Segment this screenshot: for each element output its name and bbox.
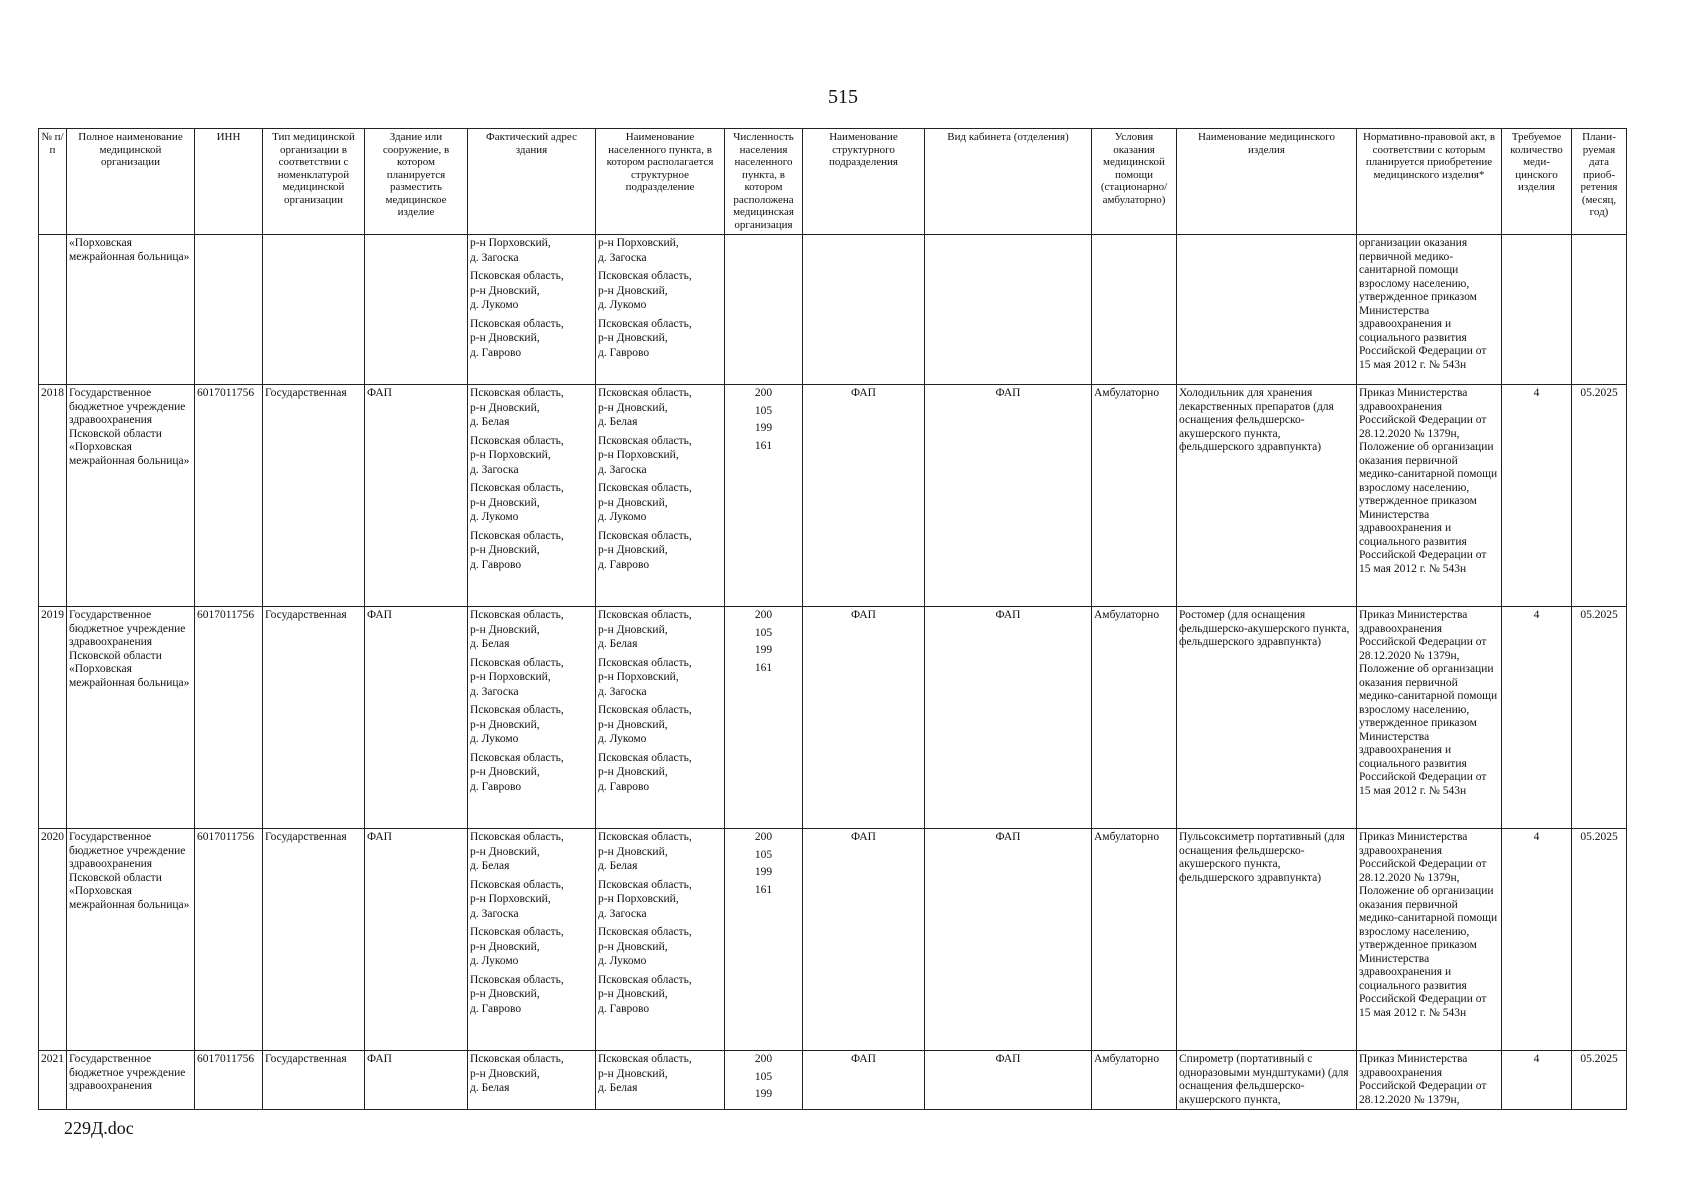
address-line: Псковская область, — [470, 926, 564, 938]
address-line: р-н Порховский, — [470, 237, 551, 249]
header-building: Здание или сооружение, в котором планируется разместить медицинское изделие — [365, 129, 468, 235]
address-block — [598, 974, 722, 1017]
inn: 6017011756 — [195, 1051, 263, 1110]
address-block — [598, 926, 722, 969]
address-line: р-н Дновский, — [470, 988, 540, 1000]
settlements — [596, 1051, 725, 1110]
address-line: р-н Дновский, — [598, 332, 668, 344]
population — [725, 829, 803, 1051]
address-line: Псковская область, — [470, 878, 564, 891]
address-line: Псковская область, — [598, 831, 692, 843]
address-line: р-н Порховский, — [470, 449, 551, 461]
address-line: д. Белая — [598, 860, 638, 872]
address-line: Псковская область, — [598, 751, 692, 764]
building: ФАП — [365, 1051, 468, 1110]
address-line: Псковская область, — [598, 387, 692, 399]
address-block — [598, 530, 722, 573]
address-line: д. Белая — [598, 638, 638, 650]
quantity: 4 — [1502, 385, 1572, 607]
org-type: Государственная — [263, 385, 365, 607]
header-num: № п/п — [39, 129, 67, 235]
population-value: 199 — [754, 866, 773, 878]
address-line: Псковская область, — [470, 831, 564, 843]
address-line: д. Лукомо — [470, 733, 519, 745]
address-block — [470, 752, 593, 795]
address-line: д. Гаврово — [598, 1002, 650, 1015]
address-line: Псковская область, — [470, 482, 564, 494]
address-line: Псковская область, — [598, 609, 692, 621]
header-settlement: Наименование населенного пункта, в котором располагается структурное подразделение — [596, 129, 725, 235]
header-population: Численность населения населенного пункта, в котором расположена медицинская организация — [725, 129, 803, 235]
cont-org: «Порховская межрайонная больница» — [67, 235, 195, 385]
address-line: д. Загоска — [470, 251, 519, 264]
address-line: р-н Дновский, — [470, 766, 540, 778]
purchase-date: 05.2025 — [1572, 607, 1627, 829]
address-line: д. Гаврово — [598, 346, 650, 359]
address-block — [598, 318, 722, 361]
address-line: р-н Дновский, — [470, 718, 540, 731]
address-line: д. Загоска — [470, 685, 519, 698]
address-line: Псковская область, — [598, 878, 692, 891]
address-line: Псковская область, — [598, 926, 692, 938]
address-line: Псковская область, — [470, 270, 564, 282]
address-line: д. Белая — [470, 416, 510, 428]
equipment-table — [38, 128, 1627, 1110]
inn: 6017011756 — [195, 829, 263, 1051]
device-name: Пульсоксиметр портативный (для оснащения фельдшерско-акушерского пункта, фельдшерского здравпункта) — [1177, 829, 1357, 1051]
cont-addresses — [468, 235, 596, 385]
address-line: Псковская область, — [470, 656, 564, 669]
org-type: Государственная — [263, 829, 365, 1051]
care-conditions: Амбулаторно — [1092, 607, 1177, 829]
address-line: д. Лукомо — [598, 955, 647, 967]
cont-act: организации оказания первичной медико-санитарной помощи взрослому населению, утвержденное приказом Министерства здравоохранения и социального развития Российской Федерации от 15 мая 2012 г. № 543н — [1357, 235, 1502, 385]
address-line: р-н Дновский, — [470, 623, 540, 636]
address-block — [470, 1053, 593, 1096]
address-line: р-н Порховский, — [470, 893, 551, 905]
address-line: Псковская область, — [598, 317, 692, 330]
address-line: д. Лукомо — [470, 299, 519, 311]
address-line: д. Гаврово — [470, 780, 522, 793]
quantity: 4 — [1502, 829, 1572, 1051]
address-block — [470, 926, 593, 969]
structural-unit: ФАП — [803, 385, 925, 607]
table-row — [39, 1051, 1627, 1110]
purchase-date: 05.2025 — [1572, 1051, 1627, 1110]
address-line: Псковская область, — [470, 529, 564, 542]
address-line: Псковская область, — [598, 529, 692, 542]
address-line: д. Загоска — [598, 463, 647, 476]
address-line: д. Гаврово — [470, 346, 522, 359]
address-block — [470, 237, 593, 265]
address-line: р-н Дновский, — [470, 544, 540, 556]
address-block — [470, 609, 593, 652]
population-value: 200 — [754, 387, 773, 399]
address-line: р-н Дновский, — [470, 401, 540, 414]
table-row — [39, 385, 1627, 607]
population-value: 161 — [754, 439, 773, 452]
row-number: 2021 — [39, 1051, 67, 1110]
address-line: Псковская область, — [598, 270, 692, 282]
address-block — [598, 237, 722, 265]
purchase-date: 05.2025 — [1572, 385, 1627, 607]
address-line: д. Белая — [598, 416, 638, 428]
cabinet-type: ФАП — [925, 829, 1092, 1051]
population-value: 161 — [754, 883, 773, 896]
address-line: р-н Дновский, — [470, 845, 540, 858]
header-unit: Наименование структурного подразделения — [803, 129, 925, 235]
address-block — [598, 270, 722, 313]
settlements — [596, 607, 725, 829]
population-value: 105 — [754, 404, 773, 417]
address-block — [598, 704, 722, 747]
address-line: р-н Дновский, — [470, 332, 540, 344]
continuation-row — [39, 235, 1627, 385]
header-org: Полное наименование медицинской организации — [67, 129, 195, 235]
care-conditions: Амбулаторно — [1092, 829, 1177, 1051]
address-line: Псковская область, — [470, 751, 564, 764]
address-line: р-н Дновский, — [470, 940, 540, 953]
quantity: 4 — [1502, 1051, 1572, 1110]
settlements — [596, 385, 725, 607]
address-line: д. Гаврово — [598, 780, 650, 793]
quantity: 4 — [1502, 607, 1572, 829]
address-line: д. Загоска — [598, 685, 647, 698]
address-line: р-н Порховский, — [598, 237, 679, 249]
purchase-date: 05.2025 — [1572, 829, 1627, 1051]
address-line: д. Лукомо — [470, 511, 519, 523]
structural-unit: ФАП — [803, 829, 925, 1051]
address-line: р-н Дновский, — [470, 284, 540, 297]
population-value: 105 — [754, 626, 773, 639]
address-block — [470, 974, 593, 1017]
building: ФАП — [365, 385, 468, 607]
address-line: д. Гаврово — [598, 558, 650, 571]
addresses — [468, 607, 596, 829]
population-value: 161 — [754, 661, 773, 674]
legal-act: Приказ Министерства здравоохранения Российской Федерации от 28.12.2020 № 1379н, Положение об организации оказания первичной медико-санитарной помощи взрослому населению, утвержденное приказом Министерства здравоохранения и социального развития Российской Федерации от 15 мая 2012 г. № 543н — [1357, 385, 1502, 607]
address-line: д. Белая — [470, 1082, 510, 1094]
address-line: Псковская область, — [470, 317, 564, 330]
address-line: р-н Дновский, — [598, 988, 668, 1000]
address-block — [470, 704, 593, 747]
address-line: д. Загоска — [598, 907, 647, 920]
address-line: д. Лукомо — [470, 955, 519, 967]
address-line: Псковская область, — [598, 973, 692, 986]
address-line: д. Белая — [598, 1082, 638, 1094]
structural-unit: ФАП — [803, 1051, 925, 1110]
population-value: 200 — [754, 609, 773, 621]
address-line: д. Гаврово — [470, 1002, 522, 1015]
page-number: 515 — [828, 86, 858, 108]
settlements — [596, 829, 725, 1051]
addresses — [468, 1051, 596, 1110]
address-block — [470, 270, 593, 313]
address-line: р-н Дновский, — [598, 940, 668, 953]
address-line: р-н Порховский, — [598, 671, 679, 683]
header-cabinet: Вид кабинета (отделения) — [925, 129, 1092, 235]
address-line: д. Белая — [470, 638, 510, 650]
table-row — [39, 829, 1627, 1051]
population — [725, 385, 803, 607]
building: ФАП — [365, 607, 468, 829]
row-number: 2019 — [39, 607, 67, 829]
population-value: 105 — [754, 1070, 773, 1083]
address-line: Псковская область, — [598, 434, 692, 447]
address-line: р-н Дновский, — [470, 496, 540, 509]
address-block — [598, 657, 722, 700]
address-block — [470, 831, 593, 874]
org-name: Государственное бюджетное учреждение здравоохранения — [67, 1051, 195, 1110]
cont-settlements — [596, 235, 725, 385]
address-line: Псковская область, — [470, 609, 564, 621]
address-block — [470, 879, 593, 922]
header-qty: Требуемое количество меди- цинского изделия — [1502, 129, 1572, 235]
population-value: 200 — [754, 831, 773, 843]
table-row — [39, 607, 1627, 829]
address-line: д. Загоска — [470, 463, 519, 476]
address-line: Псковская область, — [598, 1053, 692, 1065]
address-line: д. Белая — [470, 860, 510, 872]
footer-filename: 229Д.doc — [64, 1118, 134, 1138]
device-name: Холодильник для хранения лекарственных препаратов (для оснащения фельдшерско-акушерского пункта, фельдшерского здравпункта) — [1177, 385, 1357, 607]
address-line: д. Лукомо — [598, 511, 647, 523]
address-line: р-н Дновский, — [598, 496, 668, 509]
address-line: д. Лукомо — [598, 299, 647, 311]
org-type: Государственная — [263, 607, 365, 829]
address-line: Псковская область, — [470, 434, 564, 447]
address-block — [470, 657, 593, 700]
address-block — [470, 482, 593, 525]
device-name: Ростомер (для оснащения фельдшерско-акушерского пункта, фельдшерского здравпункта) — [1177, 607, 1357, 829]
cabinet-type: ФАП — [925, 1051, 1092, 1110]
address-line: р-н Дновский, — [598, 284, 668, 297]
address-line: р-н Дновский, — [598, 766, 668, 778]
addresses — [468, 385, 596, 607]
address-block — [470, 387, 593, 430]
address-line: р-н Дновский, — [598, 1067, 668, 1080]
address-line: д. Гаврово — [470, 558, 522, 571]
header-type: Тип медицинской организации в соответствии с номенклатурой медицинской организации — [263, 129, 365, 235]
row-number: 2018 — [39, 385, 67, 607]
address-line: Псковская область, — [598, 482, 692, 494]
header-date: Плани- руемая дата приоб- ретения (месяц, год) — [1572, 129, 1627, 235]
header-row — [39, 129, 1627, 235]
address-line: д. Загоска — [598, 251, 647, 264]
address-block — [598, 482, 722, 525]
header-address: Фактический адрес здания — [468, 129, 596, 235]
address-block — [598, 435, 722, 478]
addresses — [468, 829, 596, 1051]
address-line: р-н Порховский, — [470, 671, 551, 683]
address-block — [598, 752, 722, 795]
inn: 6017011756 — [195, 385, 263, 607]
address-block — [598, 831, 722, 874]
device-name: Спирометр (портативный с одноразовыми мундштуками) (для оснащения фельдшерско-акушерского пункта, — [1177, 1051, 1357, 1110]
org-name: Государственное бюджетное учреждение здравоохранения Псковской области «Порховская межрайонная больница» — [67, 385, 195, 607]
cabinet-type: ФАП — [925, 607, 1092, 829]
header-inn: ИНН — [195, 129, 263, 235]
address-line: р-н Дновский, — [598, 845, 668, 858]
address-line: р-н Дновский, — [598, 718, 668, 731]
structural-unit: ФАП — [803, 607, 925, 829]
address-line: Псковская область, — [598, 704, 692, 716]
care-conditions: Амбулаторно — [1092, 385, 1177, 607]
inn: 6017011756 — [195, 607, 263, 829]
address-block — [470, 530, 593, 573]
address-block — [598, 387, 722, 430]
population-value: 200 — [754, 1053, 773, 1065]
address-line: р-н Порховский, — [598, 893, 679, 905]
address-line: Псковская область, — [470, 1053, 564, 1065]
legal-act: Приказ Министерства здравоохранения Российской Федерации от 28.12.2020 № 1379н, Положение об организации оказания первичной медико-санитарной помощи взрослому населению, утвержденное приказом Министерства здравоохранения и социального развития Российской Федерации от 15 мая 2012 г. № 543н — [1357, 829, 1502, 1051]
address-line: р-н Дновский, — [598, 401, 668, 414]
address-block — [598, 609, 722, 652]
population-value: 105 — [754, 848, 773, 861]
address-block — [598, 879, 722, 922]
population-value: 199 — [754, 1088, 773, 1100]
org-name: Государственное бюджетное учреждение здравоохранения Псковской области «Порховская межрайонная больница» — [67, 829, 195, 1051]
legal-act: Приказ Министерства здравоохранения Российской Федерации от 28.12.2020 № 1379н, — [1357, 1051, 1502, 1110]
population — [725, 607, 803, 829]
address-block — [470, 435, 593, 478]
population-value: 199 — [754, 644, 773, 656]
address-line: р-н Дновский, — [598, 623, 668, 636]
row-number: 2020 — [39, 829, 67, 1051]
address-line: д. Загоска — [470, 907, 519, 920]
header-device: Наименование медицинского изделия — [1177, 129, 1357, 235]
population-value: 199 — [754, 422, 773, 434]
address-line: Псковская область, — [470, 704, 564, 716]
org-type: Государственная — [263, 1051, 365, 1110]
header-act: Нормативно-правовой акт, в соответствии с которым планируется приобретение медицинского изделия* — [1357, 129, 1502, 235]
address-block — [470, 318, 593, 361]
address-line: р-н Порховский, — [598, 449, 679, 461]
building: ФАП — [365, 829, 468, 1051]
cabinet-type: ФАП — [925, 385, 1092, 607]
address-line: д. Лукомо — [598, 733, 647, 745]
address-line: р-н Дновский, — [598, 544, 668, 556]
care-conditions: Амбулаторно — [1092, 1051, 1177, 1110]
legal-act: Приказ Министерства здравоохранения Российской Федерации от 28.12.2020 № 1379н, Положение об организации оказания первичной медико-санитарной помощи взрослому населению, утвержденное приказом Министерства здравоохранения и социального развития Российской Федерации от 15 мая 2012 г. № 543н — [1357, 607, 1502, 829]
address-line: Псковская область, — [598, 656, 692, 669]
address-block — [598, 1053, 722, 1096]
population — [725, 1051, 803, 1110]
header-conditions: Условия оказания медицинской помощи (стационарно/ амбулаторно) — [1092, 129, 1177, 235]
address-line: Псковская область, — [470, 387, 564, 399]
address-line: р-н Дновский, — [470, 1067, 540, 1080]
address-line: Псковская область, — [470, 973, 564, 986]
org-name: Государственное бюджетное учреждение здравоохранения Псковской области «Порховская межрайонная больница» — [67, 607, 195, 829]
